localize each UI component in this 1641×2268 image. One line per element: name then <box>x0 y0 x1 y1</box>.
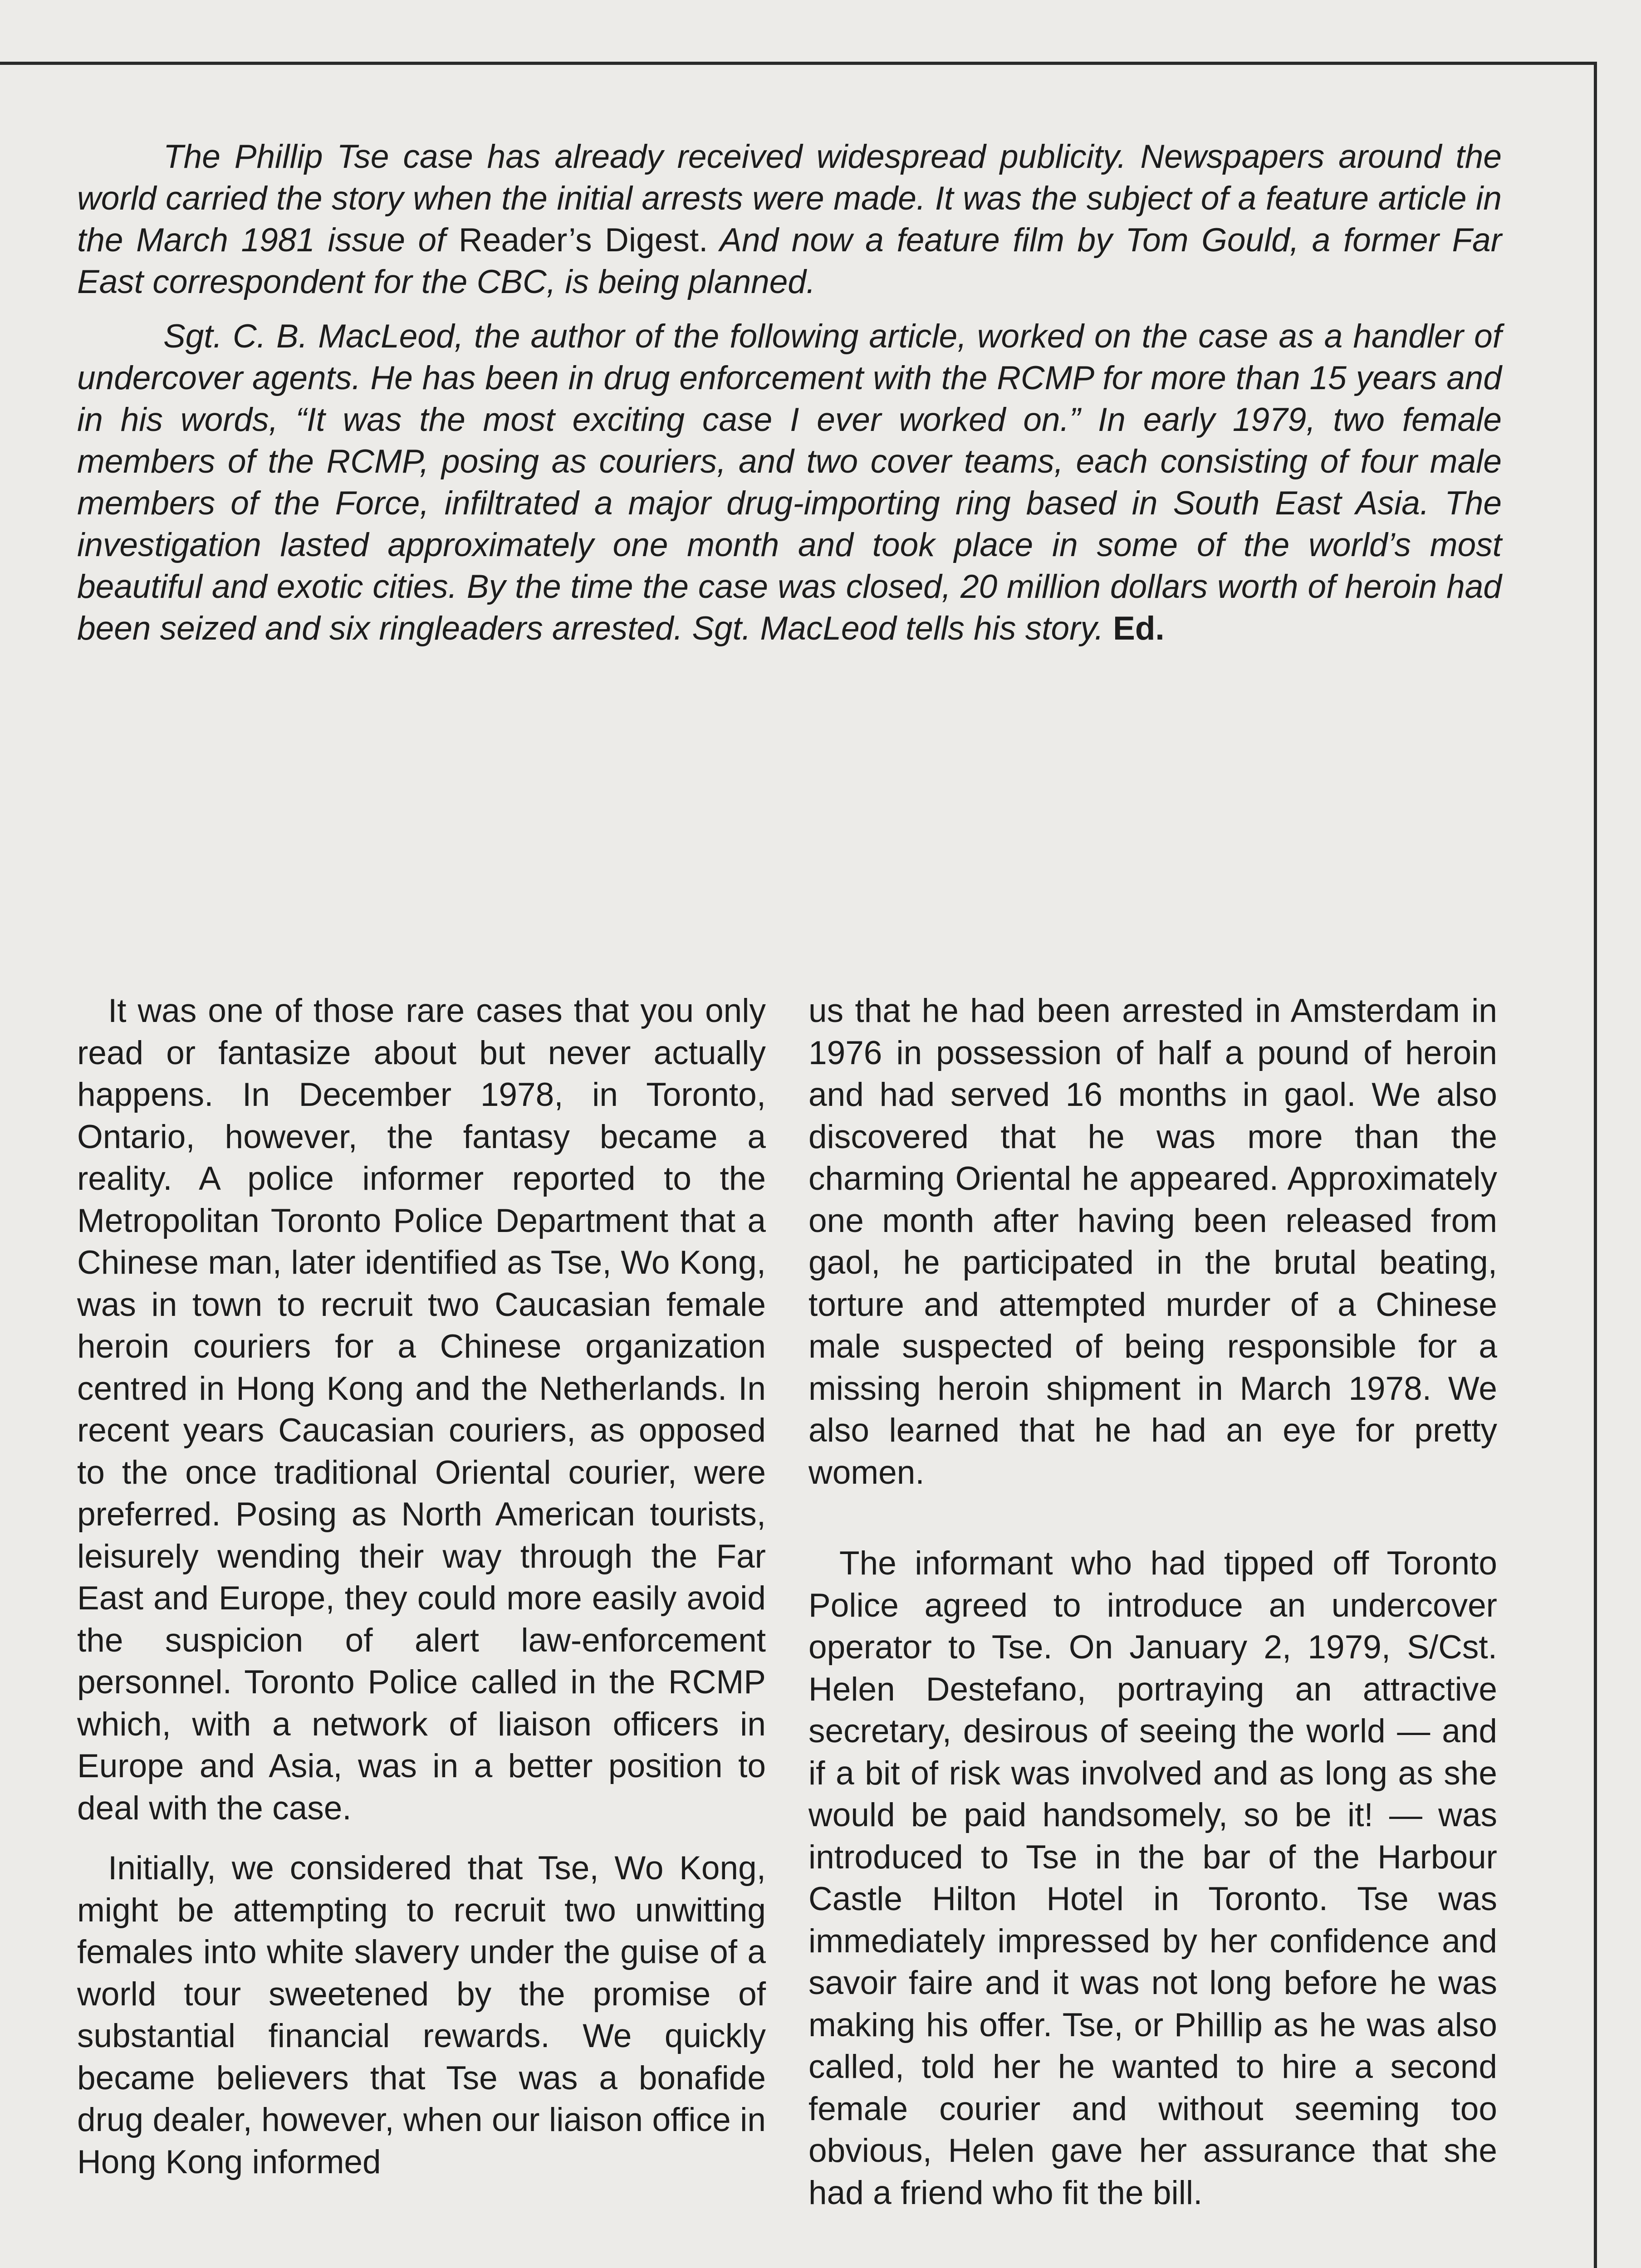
intro-paragraph-2 <box>77 316 1502 650</box>
intro-text-1a: The Phillip Tse case has already received widespread publicity. Newspapers around the world carried the story when the initial arrests were made. It was the subject of a feature article in the March 1981 issue of <box>77 138 1502 259</box>
publication-name: Reader’s Digest. <box>459 222 708 259</box>
article-paragraph: us that he had been arrested in Amsterdam in 1976 in possession of half a pound of heroin and had served 16 months in gaol. We also discovered that he was more than the charming Oriental he appeared. Approximately one month after having been released from gaol, he participated in the brutal beating, torture and attempted murder of a Chinese male suspected of being responsible for a missing heroin shipment in March 1978. We also learned that he had an eye for pretty women. <box>808 992 1497 1491</box>
article-column-left <box>77 990 766 2183</box>
intro-paragraph-1 <box>77 136 1502 303</box>
article-paragraph: The informant who had tipped off Toronto Police agreed to introduce an undercover operator to Tse. On January 2, 1979, S/Cst. Helen Destefano, portraying an attractive secretary, desirous of seeing the world — and if a bit of risk was involved and as long as she would be paid handsomely, so be it! — was introduced to Tse in the bar of the Harbour Castle Hilton Hotel in Toronto. Tse was immediately impressed by her confidence and savoir faire and it was not long before he was making his offer. Tse, or Phillip as he was also called, told her he wanted to hire a second female courier and without seeming too obvious, Helen gave her assurance that she had a friend who fit the bill. <box>808 1545 1497 2211</box>
article-paragraph: Initially, we considered that Tse, Wo Kong, might be attempting to recruit two unwitting females into white slavery under the guise of a world tour sweetened by the promise of substantial financial rewards. We quickly became believers that Tse was a bonafide drug dealer, however, when our liaison office in Hong Kong informed <box>77 1850 766 2180</box>
article-column-right <box>808 990 1497 2214</box>
intro-text-1b: And now a feature film by Tom Gould, a former Far East correspondent for the CBC, is being planned. <box>77 222 1502 300</box>
article-paragraph: It was one of those rare cases that you only read or fantasize about but never actually happens. In December 1978, in Toronto, Ontario, however, the fantasy became a reality. A police informer reported to the Metropolitan Toronto Police Department that a Chinese man, later identified as Tse, Wo Kong, was in town to recruit two Caucasian female heroin couriers for a Chinese organization centred in Hong Kong and the Netherlands. In recent years Caucasian couriers, as opposed to the once traditional Oriental courier, were preferred. Posing as North American tourists, leisurely wending their way through the Far East and Europe, they could more easily avoid the suspicion of alert law-enforcement personnel. Toronto Police called in the RCMP which, with a network of liaison officers in Europe and Asia, was in a better position to deal with the case. <box>77 992 766 1827</box>
intro-text-2: Sgt. C. B. MacLeod, the author of the following article, worked on the case as a handler of undercover agents. He has been in drug enforcement with the RCMP for more than 15 years and in his words, “It was the most exciting case I ever worked on.” In early 1979, two female members of the RCMP, posing as couriers, and two cover teams, each consisting of four male members of the Force, infiltrated a major drug-importing ring based in South East Asia. The investigation lasted approximately one month and took place in some of the world’s most beautiful and exotic cities. By the time the case was closed, 20 million dollars worth of heroin had been seized and six ringleaders arrested. Sgt. MacLeod tells his story. <box>77 318 1502 647</box>
editor-introduction <box>77 136 1502 662</box>
editor-signature: Ed. <box>1113 610 1165 647</box>
